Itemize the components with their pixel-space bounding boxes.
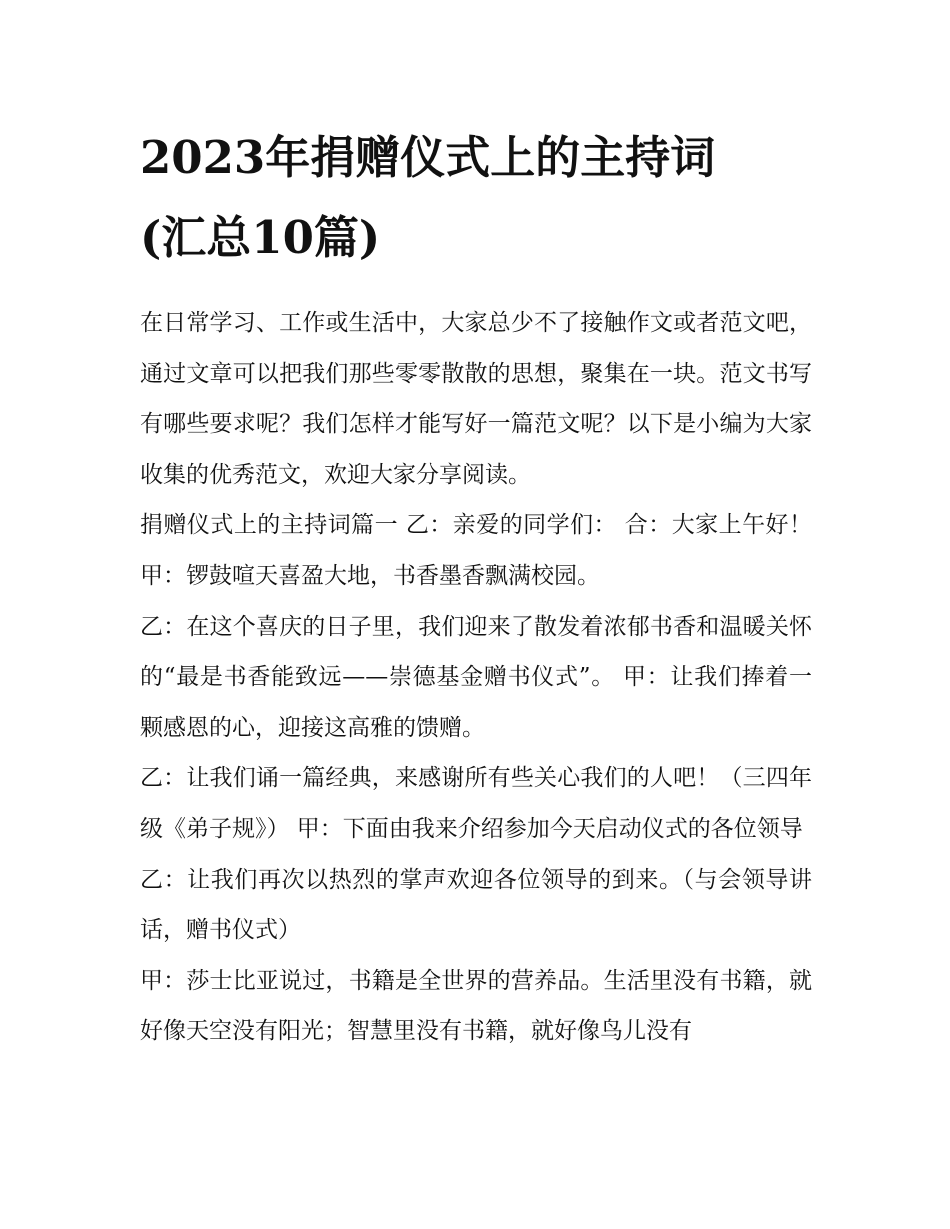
document-title-line-1: 2023年捐赠仪式上的主持词 [140,131,716,184]
paragraph: 乙：让我们再次以热烈的掌声欢迎各位领导的到来。（与会领导讲话，赠书仪式） [140,866,812,944]
paragraph: 乙：让我们诵一篇经典，来感谢所有些关心我们的人吧！（三四年级《弟子规》） 甲：下面由我来介绍参加今天启动仪式的各位领导 [140,765,812,842]
paragraph: 甲：莎士比亚说过，书籍是全世界的营养品。生活里没有书籍，就好像天空没有阳光；智慧里没有书籍，就好像鸟儿没有 [140,967,812,1045]
document-body [140,298,812,1057]
paragraph-intro: 在日常学习、工作或生活中，大家总少不了接触作文或者范文吧，通过文章可以把我们那些零零散散的思想，聚集在一块。范文书写有哪些要求呢？我们怎样才能写好一篇范文呢？以下是小编为大家收集的优秀范文，欢迎大家分享阅读。 [140,310,812,488]
document-title [140,118,812,278]
document-content [140,118,812,1057]
paragraph: 乙：在这个喜庆的日子里，我们迎来了散发着浓郁书香和温暖关怀的“最是书香能致远——崇德基金赠书仪式”。 甲：让我们捧着一颗感恩的心，迎接这高雅的馈赠。 [140,613,812,741]
document-title-line-2: (汇总10篇) [140,211,381,264]
paragraph-opening: 捐赠仪式上的主持词篇一 乙：亲爱的同学们： 合：大家上午好！ 甲：锣鼓喧天喜盈大地，书香墨香飘满校园。 [140,512,812,589]
